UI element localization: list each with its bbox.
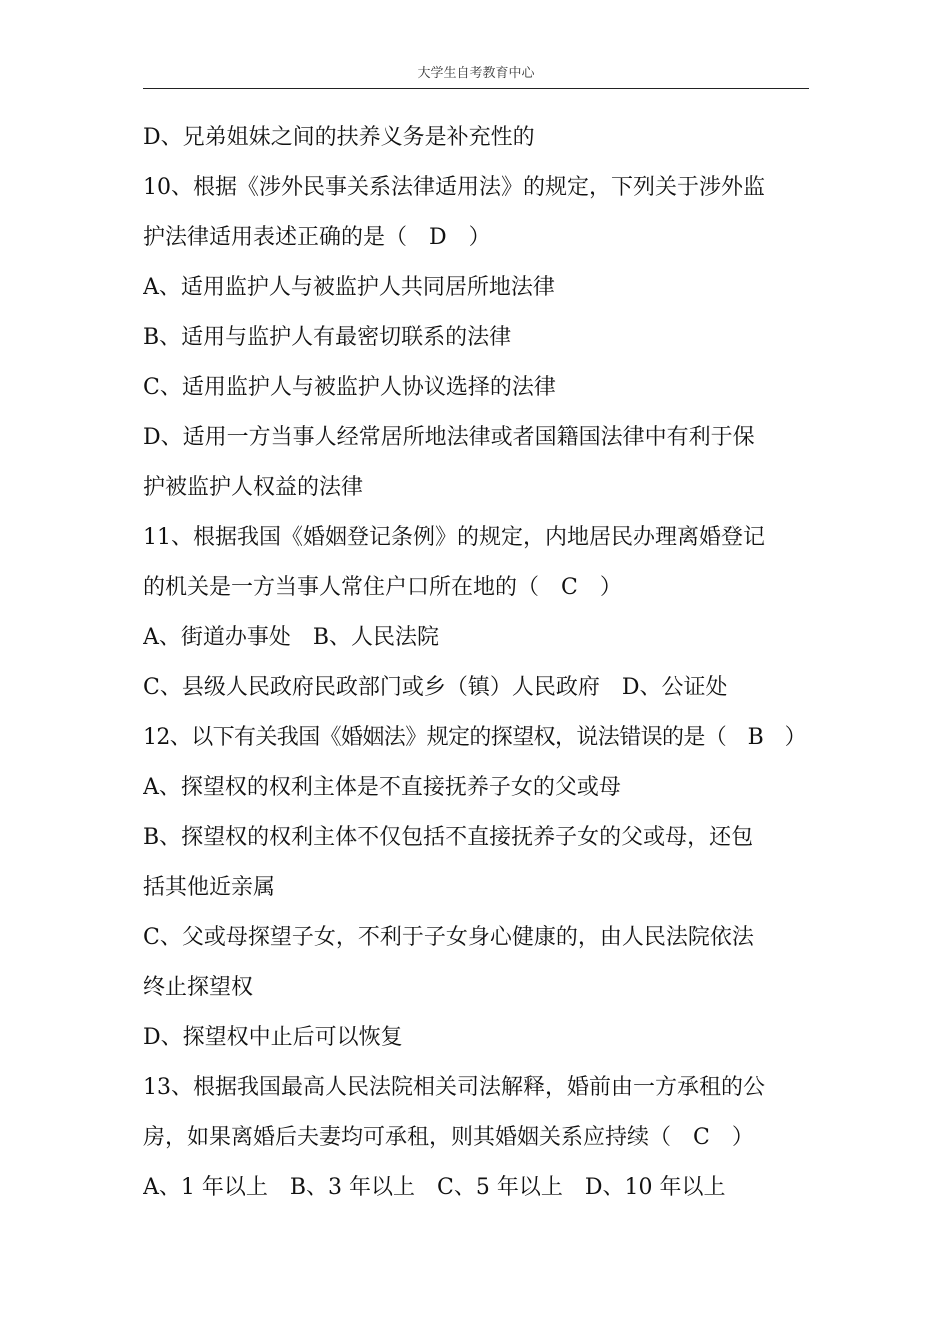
text-line: 11、根据我国《婚姻登记条例》的规定，内地居民办理离婚登记 bbox=[143, 525, 765, 550]
text-line: D、兄弟姐妹之间的扶养义务是补充性的 bbox=[143, 125, 535, 150]
text-line: 12、以下有关我国《婚姻法》规定的探望权，说法错误的是（ B ） bbox=[143, 725, 806, 750]
text-line: 房，如果离婚后夫妻均可承租，则其婚姻关系应持续（ C ） bbox=[143, 1125, 754, 1150]
text-line: 10、根据《涉外民事关系法律适用法》的规定，下列关于涉外监 bbox=[143, 175, 765, 200]
text-line: 括其他近亲属 bbox=[143, 875, 276, 900]
text-line: C、县级人民政府民政部门或乡（镇）人民政府 D、公证处 bbox=[143, 675, 728, 700]
text-line: B、探望权的权利主体不仅包括不直接抚养子女的父或母，还包 bbox=[143, 825, 754, 850]
text-line: A、1 年以上 B、3 年以上 C、5 年以上 D、10 年以上 bbox=[143, 1175, 726, 1200]
text-line: 护法律适用表述正确的是（ D ） bbox=[143, 225, 491, 250]
text-line: D、探望权中止后可以恢复 bbox=[143, 1025, 403, 1050]
text-line: 护被监护人权益的法律 bbox=[143, 475, 364, 500]
text-line: A、探望权的权利主体是不直接抚养子女的父或母 bbox=[143, 775, 621, 800]
text-line: C、父或母探望子女，不利于子女身心健康的，由人民法院依法 bbox=[143, 925, 754, 950]
text-line: 终止探望权 bbox=[143, 975, 254, 1000]
header-title: 大学生自考教育中心 bbox=[417, 66, 535, 81]
text-line: 的机关是一方当事人常住户口所在地的（ C ） bbox=[143, 575, 622, 600]
text-line: A、适用监护人与被监护人共同居所地法律 bbox=[143, 275, 555, 300]
text-line: C、适用监护人与被监护人协议选择的法律 bbox=[143, 375, 556, 400]
page-header bbox=[143, 64, 809, 89]
document-body bbox=[143, 113, 813, 1213]
text-line: 13、根据我国最高人民法院相关司法解释，婚前由一方承租的公 bbox=[143, 1075, 765, 1100]
text-line: B、适用与监护人有最密切联系的法律 bbox=[143, 325, 512, 350]
text-line: A、街道办事处 B、人民法院 bbox=[143, 625, 440, 650]
text-line: D、适用一方当事人经常居所地法律或者国籍国法律中有利于保 bbox=[143, 425, 755, 450]
